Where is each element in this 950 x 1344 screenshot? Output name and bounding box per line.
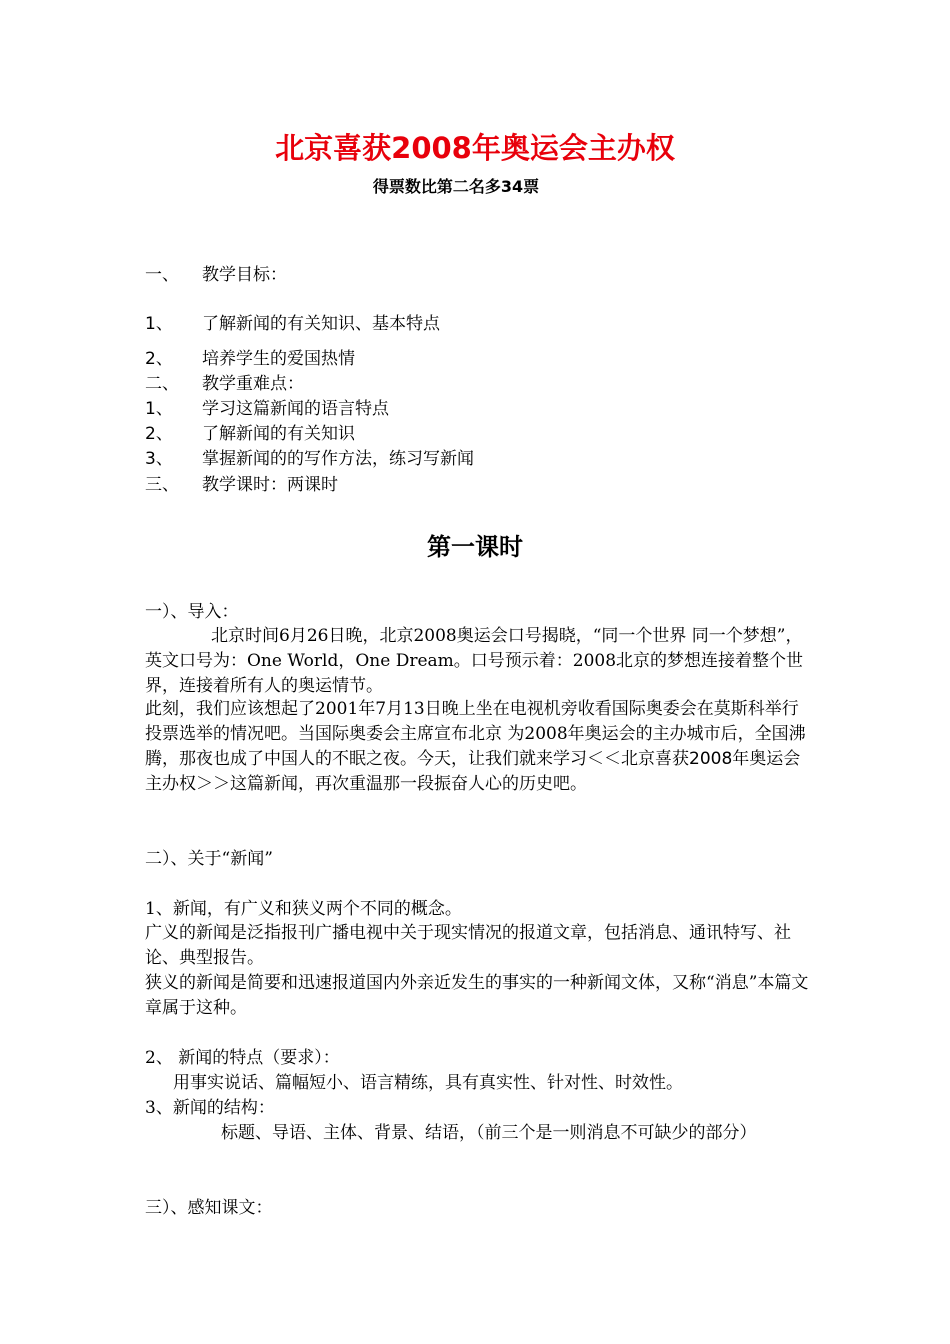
intro-paragraph-2 — [145, 697, 810, 797]
narrow-news-definition: 狭义的新闻是简要和迅速报道国内外亲近发生的事实的一种新闻文体，又称“消息”本篇文章属于这种。 — [145, 973, 809, 1018]
lesson-title: 第一课时 — [427, 533, 523, 561]
item-number: 1、 — [145, 399, 173, 419]
item-number: 2、 — [145, 424, 173, 444]
item-text: 了解新闻的有关知识 — [202, 424, 355, 444]
perceive-heading: 三）、感知课文： — [145, 1198, 273, 1218]
section-number: 三、 — [145, 475, 179, 495]
goals-heading — [145, 263, 287, 288]
broad-news-definition: 广义的新闻是泛指报刊广播电视中关于现实情况的报道文章，包括消息、通讯特写、社论、典型报告。 — [145, 923, 791, 968]
news-structure-heading: 3、新闻的结构： — [145, 1098, 275, 1118]
page-title: 北京喜获2008年奥运会主办权 — [275, 131, 675, 165]
intro-text: 此刻，我们应该想起了2001年7月13日晚上坐在电视机旁收看国际奥委会在莫斯科举行投票选举的情况吧。当国际奥委会主席宣布北京 为2008年奥运会的主办城市后，全国沸腾，那夜也成了中国人的不眠之夜。今天，让我们就来学习＜＜ — [145, 699, 806, 769]
page-subtitle: 得票数比第二名多34票 — [372, 177, 540, 196]
about-heading: 二）、关于“新闻” — [145, 849, 273, 869]
list-item — [145, 347, 355, 372]
item-text: 培养学生的爱国热情 — [202, 349, 355, 369]
section-heading-text: 教学课时：两课时 — [202, 475, 338, 495]
intro-text: ＞＞这篇新闻，再次重温那一段振奋人心的历史吧。 — [196, 774, 587, 794]
list-item — [145, 447, 474, 472]
focus-heading — [145, 372, 304, 397]
news-structure: 标题、导语、主体、背景、结语，（前三个是一则消息不可缺少的部分） — [221, 1123, 757, 1143]
list-item — [145, 312, 440, 337]
section-number: 二、 — [145, 374, 179, 394]
news-concept: 1、新闻，有广义和狭义两个不同的概念。 — [145, 899, 462, 919]
intro-article-title: 北京喜获2008年奥运会主办权 — [145, 749, 801, 794]
item-text: 了解新闻的有关知识、基本特点 — [202, 314, 440, 334]
list-item — [145, 422, 355, 447]
hours-heading — [145, 473, 338, 498]
item-text: 学习这篇新闻的语言特点 — [202, 399, 389, 419]
section-number: 一、 — [145, 265, 179, 285]
intro-heading: 一）、导入： — [145, 602, 239, 622]
item-number: 1、 — [145, 314, 173, 334]
news-features-heading: 2、 新闻的特点（要求）： — [145, 1048, 340, 1068]
item-number: 2、 — [145, 349, 173, 369]
section-heading-text: 教学目标： — [202, 265, 287, 285]
item-text: 掌握新闻的的写作方法，练习写新闻 — [202, 449, 474, 469]
section-heading-text: 教学重难点： — [202, 374, 304, 394]
item-number: 3、 — [145, 449, 173, 469]
intro-paragraph: 北京时间6月26日晚，北京2008奥运会口号揭晓，“同一个世界 同一个梦想”，英文口号为：One World，One Dream。口号预示着：2008北京的梦想连接着整个世界，连接着所有人的奥运情节。 — [145, 626, 804, 696]
news-features: 用事实说话、篇幅短小、语言精练，具有真实性、针对性、时效性。 — [173, 1073, 683, 1093]
list-item — [145, 397, 389, 422]
